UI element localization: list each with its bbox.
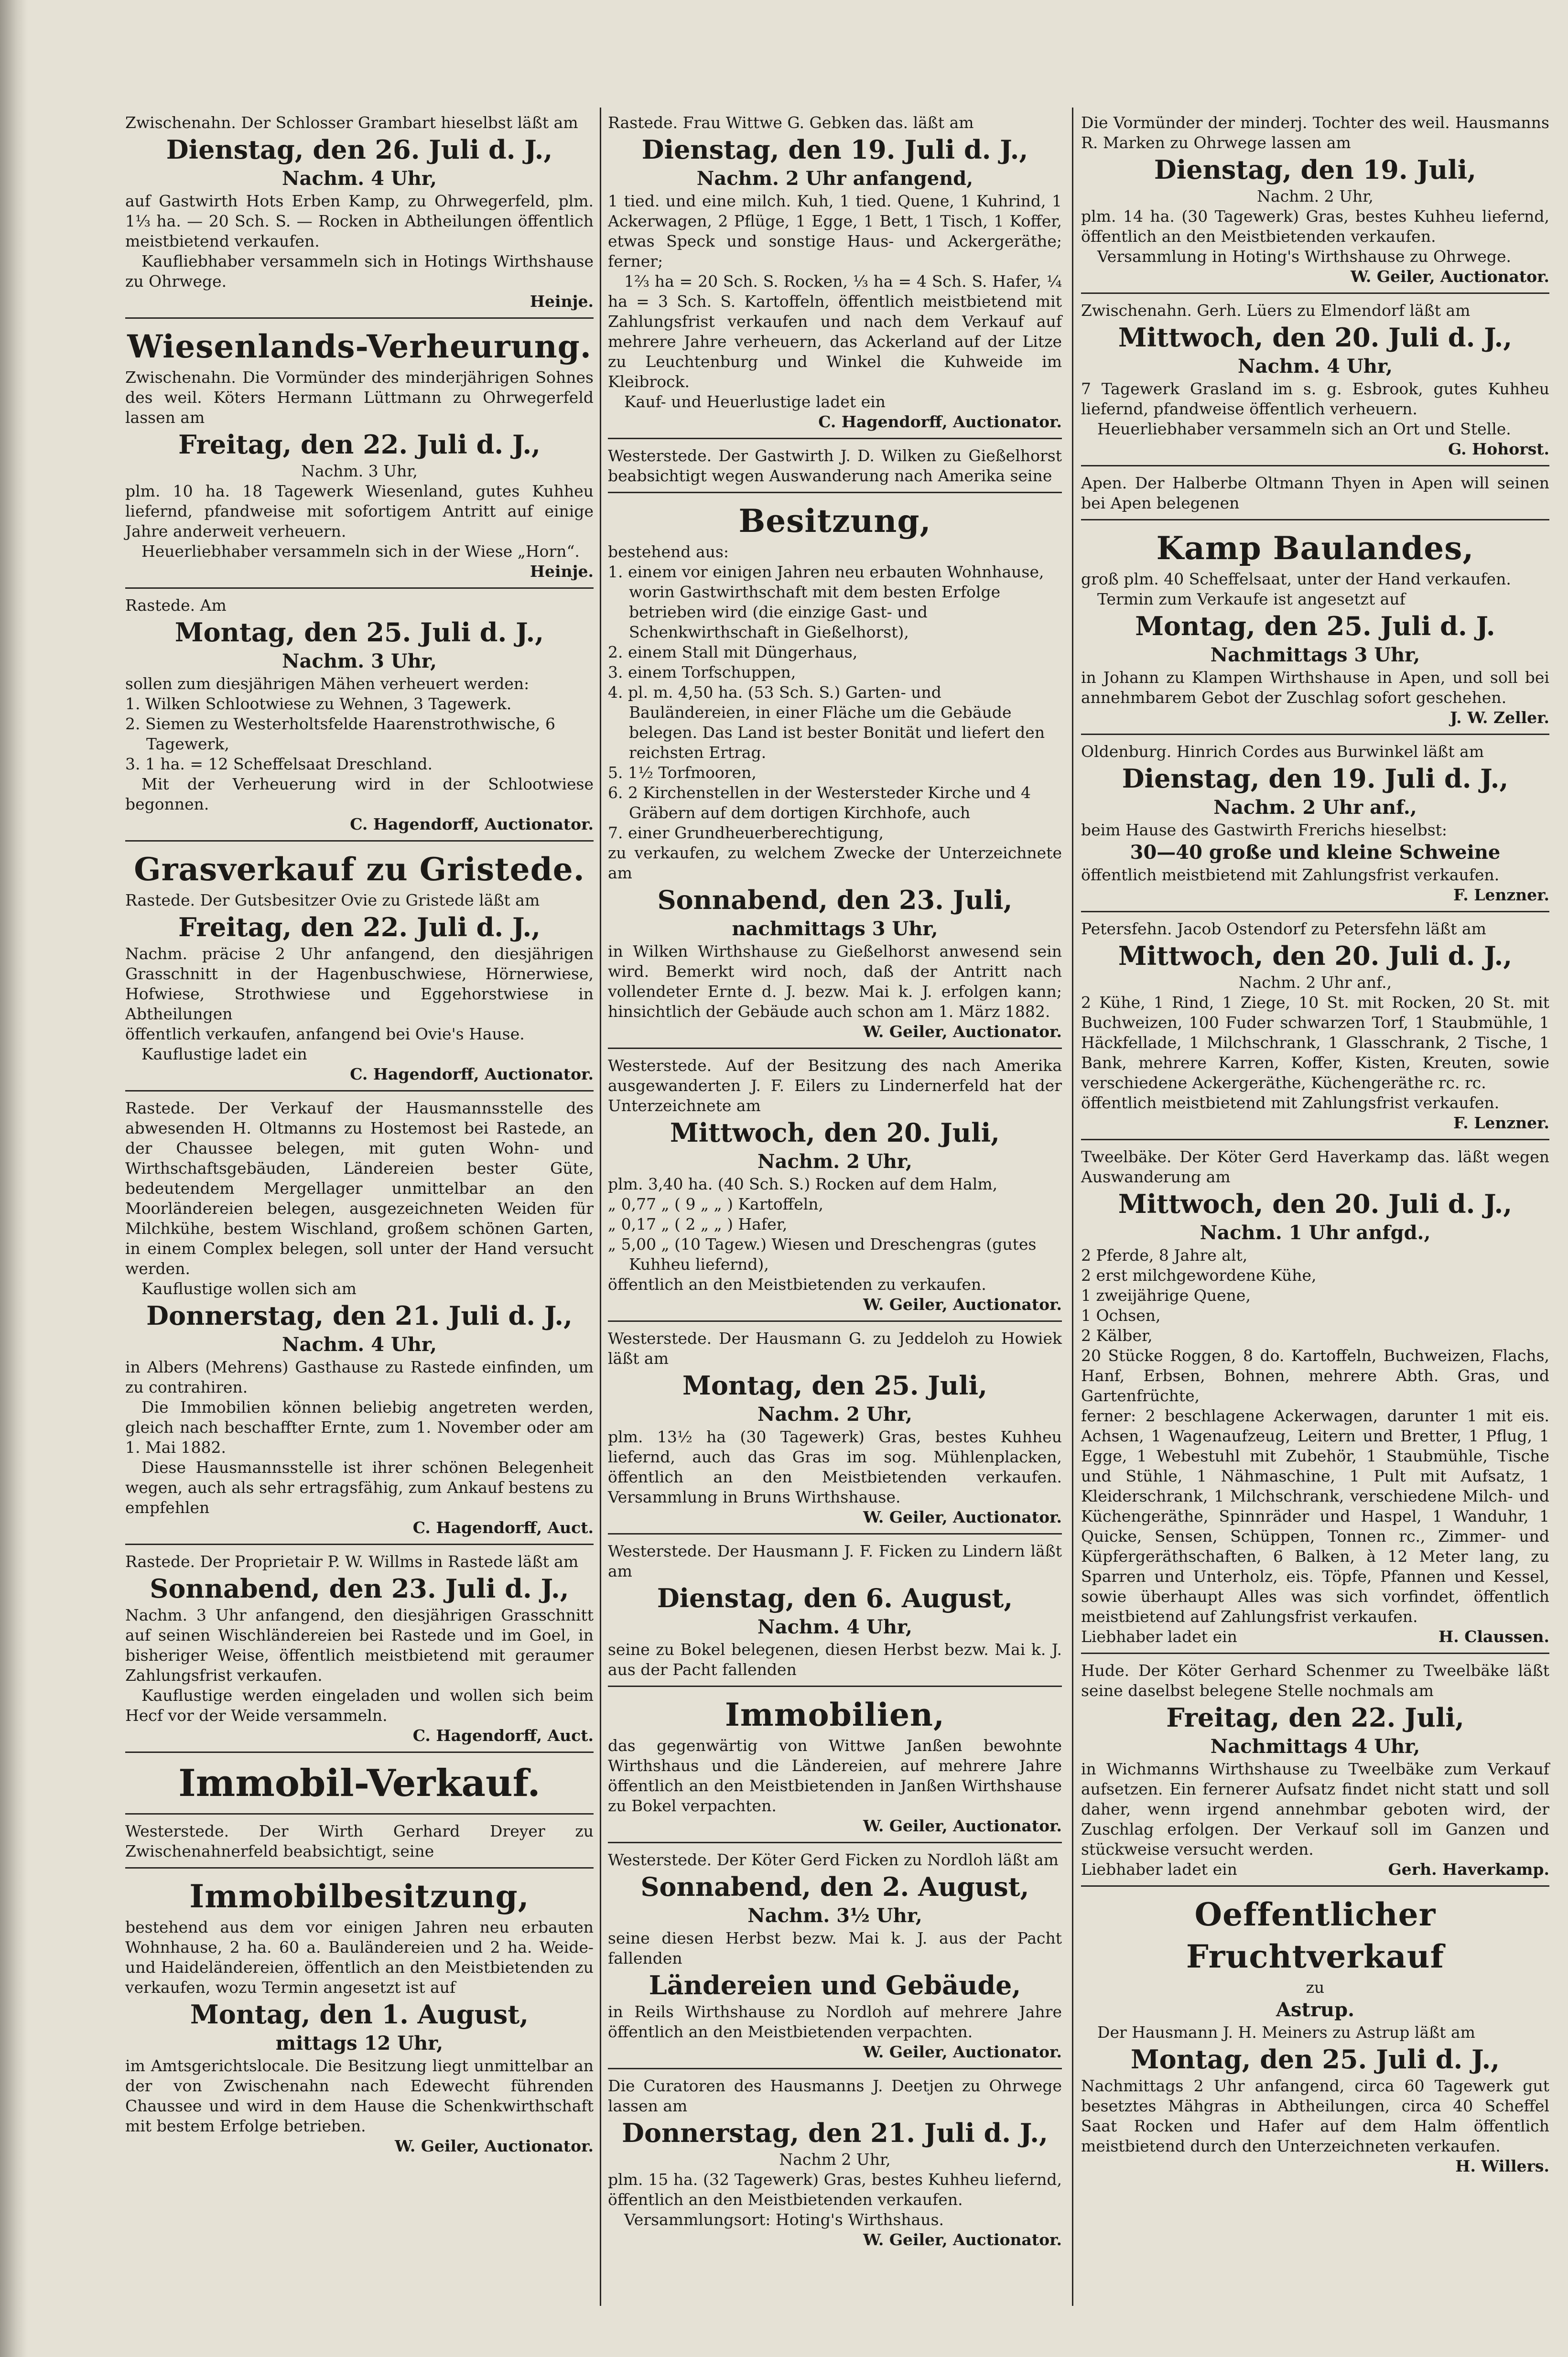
ad-paragraph: seine zu Bokel belegenen, diesen Herbst bezw. Mai k. J. aus der Pacht fallenden (608, 1640, 1062, 1679)
ad-lead-paragraph: Westerstede. Der Wirth Gerhard Dreyer zu Zwischenahnerfeld beabsichtigt, seine (125, 1822, 594, 1860)
list-item: 2 Pferde, 8 Jahre alt, (1081, 1246, 1248, 1265)
ad-paragraph: im Amtsgerichtslocale. Die Besitzung liegt unmittelbar an der von Zwischenahn nach Edewecht führenden Chaussee und wird in dem Hause die Schenkwirthschaft mit bestem Erfolge betrieben. (125, 2056, 594, 2135)
auction-time: Nachm. 1 Uhr anfgd., (1200, 1222, 1431, 1244)
auction-date: Montag, den 25. Juli d. J., (174, 617, 544, 648)
ad-paragraph: Kauf- und Heuerlustige ladet ein (624, 392, 886, 411)
advertisement (1081, 1144, 1549, 1654)
ad-headline: Besitzung, (738, 502, 931, 540)
list-item: 4. pl. m. 4,50 ha. (53 Sch. S.) Garten- und Bauländereien, in einer Fläche um die Gebäude belegen. Das Land ist bester Bonität und liefert den reichsten Ertrag. (608, 683, 1045, 762)
signature-name: W. Geiler, Auctionator. (394, 2137, 594, 2155)
auction-time: Nachm. 4 Uhr, (757, 1616, 912, 1638)
list-item: 7. einer Grundheuerberechtigung, (608, 823, 884, 842)
ad-paragraph: Nachm. 3 Uhr anfangend, den diesjährigen Grasschnitt auf seinen Wischländereien bei Rastede und im Goel, in bisheriger Weise, öffentlich meistbietend mit geraumer Zahlungsfrist verkaufen. (125, 1606, 594, 1685)
ad-paragraph: öffentlich meistbietend mit Zahlungsfrist verkaufen. (1081, 1093, 1500, 1112)
advertisement (1081, 1891, 1549, 2182)
signature-name: C. Hagendorff, Auct. (412, 1726, 594, 1745)
ad-lead-paragraph: Westerstede. Der Hausmann G. zu Jeddeloh zu Howiek läßt am (608, 1329, 1062, 1368)
ad-signature (608, 2042, 1062, 2062)
advertisement (1081, 524, 1549, 735)
auction-date: Ländereien und Gebäude, (649, 1970, 1021, 2000)
ad-signature (608, 1507, 1062, 1527)
ad-paragraph: in Wichmanns Wirthshause zu Tweelbäke zum Verkauf aufsetzen. Ein fernerer Aufsatz findet nicht statt und soll daher, wenn irgend annehmbar geboten wird, der Zuschlag erfolgen. Der Verkauf soll im Ganzen und stückweise versucht werden. (1081, 1760, 1549, 1859)
ad-lead-paragraph: Westerstede. Auf der Besitzung des nach Amerika ausgewanderten J. F. Eilers zu Lindernerfeld hat der Unterzeichnete am (608, 1056, 1062, 1115)
auction-date: Dienstag, den 19. Juli, (1154, 154, 1477, 185)
ad-headline: Immobilbesitzung, (189, 1878, 530, 1915)
ad-signature (608, 1295, 1062, 1315)
ad-paragraph: in Wilken Wirthshause zu Gießelhorst anwesend sein wird. Bemerkt wird noch, daß der Antritt nach vollendeter Ernte d. J. bezw. Mai k. J. erfolgen kann; hinsichtlich der Gebäude auch schon am 1. März 1882. (608, 942, 1062, 1021)
advertisement (125, 1095, 594, 1545)
advertisement (125, 1818, 594, 1869)
ad-lead-paragraph: Rastede. Der Proprietair P. W. Willms in Rastede läßt am (125, 1552, 579, 1571)
signature-name: W. Geiler, Auctionator. (1350, 267, 1549, 286)
ad-signature (1081, 708, 1549, 728)
auction-date: Montag, den 25. Juli d. J. (1135, 611, 1495, 641)
ad-signature (125, 1726, 594, 1746)
ad-paragraph: Kauflustige werden eingeladen und wollen sich beim Hecf vor der Weide versammeln. (125, 1686, 594, 1725)
ad-paragraph: bestehend aus dem vor einigen Jahren neu erbauten Wohnhause, 2 ha. 60 a. Bauländereien und 2 ha. Weide- und Haideländereien, öffentlich an den Meistbietenden zu verkaufen, wozu Termin angesetzt ist auf (125, 1918, 594, 1997)
signature-name: Heinje. (530, 562, 594, 581)
list-item: 1. Wilken Schlootwiese zu Wehnen, 3 Tagewerk. (125, 694, 512, 713)
advertisement (608, 1538, 1062, 1687)
ad-paragraph: Mit der Verheuerung wird in der Schlootwiese begonnen. (125, 775, 594, 813)
signature-name: W. Geiler, Auctionator. (863, 1295, 1062, 1314)
ad-headline: Kamp Baulandes, (1156, 530, 1474, 567)
ad-signature (608, 2230, 1062, 2250)
auction-time: nachmittags 3 Uhr, (732, 918, 938, 940)
advertisement (1081, 470, 1549, 520)
list-item: 3. einem Torfschuppen, (608, 663, 796, 681)
column-right (1081, 110, 1549, 2186)
list-item: 6. 2 Kirchenstellen in der Westersteder Kirche und 4 Gräbern auf dem dortigen Kirchhofe, auch (608, 783, 1031, 822)
ad-paragraph: plm. 14 ha. (30 Tagewerk) Gras, bestes Kuhheu liefernd, öffentlich an den Meistbietenden verkaufen. (1081, 207, 1549, 246)
ad-paragraph: auf Gastwirth Hots Erben Kamp, zu Ohrwegerfeld, plm. 1⅓ ha. — 20 Sch. S. — Rocken in Abtheilungen öffentlich meistbietend verkaufen. (125, 192, 594, 250)
ad-paragraph: sollen zum diesjährigen Mähen verheuert werden: (125, 674, 530, 693)
column-middle (608, 110, 1062, 2260)
ad-paragraph: plm. 15 ha. (32 Tagewerk) Gras, bestes Kuhheu liefernd, öffentlich an den Meistbietenden verkaufen. (608, 2170, 1062, 2209)
advertisement (1081, 916, 1549, 1140)
signature-name: F. Lenzner. (1453, 1114, 1549, 1132)
auction-date: Mittwoch, den 20. Juli, (670, 1117, 1000, 1148)
signature-name: H. Claussen. (1438, 1627, 1549, 1646)
ad-signature (1081, 1113, 1549, 1133)
list-item: 1 Ochsen, (1081, 1306, 1161, 1325)
auction-time: Astrup. (1276, 1999, 1355, 2021)
advertisement (608, 1847, 1062, 2069)
list-item: „ 5,00 „ (10 Tagew.) Wiesen und Dreschengras (gutes Kuhheu liefernd), (608, 1235, 1037, 1274)
ad-paragraph: Kauflustige wollen sich am (141, 1279, 357, 1298)
signature-name: W. Geiler, Auctionator. (863, 1022, 1062, 1041)
auction-date: Freitag, den 22. Juli d. J., (178, 912, 541, 942)
ad-paragraph: Die Immobilien können beliebig angetreten werden, gleich nach beschaffter Ernte, zum 1. November oder am 1. Mai 1882. (125, 1398, 594, 1457)
ad-paragraph: Heuerliebhaber versammeln sich an Ort und Stelle. (1097, 420, 1511, 438)
auction-time: Nachmittags 4 Uhr, (1210, 1735, 1420, 1758)
ad-lead-paragraph: Rastede. Der Verkauf der Hausmannsstelle des abwesenden H. Oltmanns zu Hostemost bei Rastede, an der Chaussee belegen, mit guten Wohn- und Wirthschaftsgebäuden, Ländereien bester Güte, bedeutendem Mergellager unmittelbar an den Moorländereien belegen, ausgezeichneten Weiden für Milchkühe, bestem Wischland, großem schönen Garten, in einem Complex belegen, soll unter der Hand versucht werden. (125, 1099, 594, 1278)
ad-signature (125, 1064, 594, 1084)
ad-paragraph: in Reils Wirthshause zu Nordloh auf mehrere Jahre öffentlich an den Meistbietenden verpachten. (608, 2002, 1062, 2041)
signature-note: Liebhaber ladet ein (1081, 1860, 1237, 1879)
ad-lead-paragraph: Apen. Der Halberbe Oltmann Thyen in Apen will seinen bei Apen belegenen (1081, 474, 1549, 512)
advertisement (125, 323, 594, 589)
ad-lead-paragraph: Rastede. Am (125, 596, 227, 615)
ad-paragraph: Versammlung in Hoting's Wirthshause zu Ohrwege. (1097, 247, 1511, 266)
item-list (1081, 1245, 1549, 1346)
ad-paragraph: plm. 13½ ha (30 Tagewerk) Gras, bestes Kuhheu liefernd, auch das Gras im sog. Mühlenplacken, öffentlich an den Meistbietenden verkaufen. Versammlung in Bruns Wirthshause. (608, 1427, 1062, 1506)
advertisement (1081, 739, 1549, 912)
advertisement (125, 1757, 594, 1815)
auction-date: Montag, den 1. August, (190, 1999, 529, 2030)
advertisement (608, 497, 1062, 1049)
ad-lead-paragraph: Rastede. Frau Wittwe G. Gebken das. läßt am (608, 113, 974, 132)
ad-signature (608, 1816, 1062, 1836)
ad-paragraph: Nachm. präcise 2 Uhr anfangend, den diesjährigen Grasschnitt in der Hagenbuschwiese, Hörnerwiese, Hofwiese, Strothwiese und Eggehorstwiese in Abtheilungen (125, 944, 594, 1023)
auction-time: Nachm. 2 Uhr anfangend, (696, 167, 973, 190)
ad-paragraph: in Johann zu Klampen Wirthshause in Apen, und soll bei annehmbarem Gebot der Zuschlag sofort geschehen. (1081, 668, 1549, 707)
ad-paragraph: plm. 10 ha. 18 Tagewerk Wiesenland, gutes Kuhheu liefernd, pfandweise mit sofortigem Antritt auf einige Jahre anderweit verheuern. (125, 482, 594, 541)
advertisement (1081, 110, 1549, 294)
ad-paragraph: in Albers (Mehrens) Gasthause zu Rastede einfinden, um zu contrahiren. (125, 1358, 594, 1396)
auction-date: Mittwoch, den 20. Juli d. J., (1118, 322, 1513, 353)
ad-paragraph: öffentlich verkaufen, anfangend bei Ovie's Hause. (125, 1025, 525, 1043)
list-item: 5. 1½ Torfmooren, (608, 763, 757, 782)
ad-lead-paragraph: Zwischenahn. Der Schlosser Grambart hieselbst läßt am (125, 113, 578, 132)
auction-time: Nachm. 4 Uhr, (282, 167, 437, 190)
auction-time: mittags 12 Uhr, (275, 2032, 443, 2054)
ad-signature (125, 814, 594, 834)
ad-lead-paragraph: Petersfehn. Jacob Ostendorf zu Petersfehn läßt am (1081, 919, 1486, 938)
centered-line: Nachm. 3 Uhr, (301, 462, 418, 480)
signature-name: C. Hagendorff, Auctionator. (350, 1065, 594, 1083)
ad-headline: Immobil-Verkauf. (178, 1762, 541, 1805)
ad-signature (1081, 1860, 1549, 1880)
advertisement (1081, 298, 1549, 466)
auction-date: Freitag, den 22. Juli, (1166, 1702, 1464, 1733)
advertisement (608, 1053, 1062, 1322)
ad-paragraph: Kauflustige ladet ein (141, 1045, 307, 1063)
column-left (125, 110, 594, 2166)
item-list (608, 1174, 1062, 1275)
signature-name: J. W. Zeller. (1450, 708, 1549, 727)
ad-paragraph: Kaufliebhaber versammeln sich in Hotings Wirthshause zu Ohrwege. (125, 252, 594, 291)
list-item: plm. 3,40 ha. (40 Sch. S.) Rocken auf dem Halm, (608, 1175, 998, 1193)
ad-lead-paragraph: Zwischenahn. Die Vormünder des minderjährigen Sohnes des weil. Köters Hermann Lüttmann zu Ohrwegerfeld lassen am (125, 368, 594, 427)
ad-paragraph: Nachmittags 2 Uhr anfangend, circa 60 Tagewerk gut besetztes Mähgras in Abtheilungen, circa 40 Scheffel Saat Rocken und Hafer auf dem Halm öffentlich meistbietend durch den Unterzeichneten verkaufen. (1081, 2076, 1549, 2155)
ad-headline: Grasverkauf zu Gristede. (134, 851, 585, 888)
advertisement (1081, 1658, 1549, 1887)
ad-paragraph: Diese Hausmannsstelle ist ihrer schönen Belegenheit wegen, auch als sehr ertragsfähig, zum Ankauf bestens zu empfehlen (125, 1458, 594, 1517)
signature-note: Liebhaber ladet ein (1081, 1627, 1237, 1646)
auction-time: Nachm. 4 Uhr, (282, 1333, 437, 1356)
ad-paragraph: Termin zum Verkaufe ist angesetzt auf (1097, 590, 1406, 608)
auction-date: Montag, den 25. Juli, (682, 1370, 987, 1401)
auction-date: Sonnabend, den 23. Juli, (657, 885, 1013, 915)
centered-line: Nachm. 2 Uhr anf., (1238, 973, 1392, 992)
ad-paragraph: beim Hause des Gastwirth Frerichs hieselbst: (1081, 821, 1448, 839)
signature-name: C. Hagendorff, Auctionator. (818, 412, 1062, 431)
ad-paragraph: seine diesen Herbst bezw. Mai k. J. aus der Pacht fallenden (608, 1929, 1062, 1968)
ad-paragraph: 1 tied. und eine milch. Kuh, 1 tied. Quene, 1 Kuhrind, 1 Ackerwagen, 2 Pflüge, 1 Egge, 1 Bett, 1 Tisch, 1 Koffer, etwas Speck und sonstige Haus- und Ackergeräthe; ferner; (608, 192, 1062, 270)
list-item: 3. 1 ha. = 12 Scheffelsaat Dreschland. (125, 755, 433, 773)
auction-date: Donnerstag, den 21. Juli d. J., (146, 1300, 573, 1331)
advertisement (608, 1326, 1062, 1535)
advertisement (608, 110, 1062, 439)
ad-paragraph: Der Hausmann J. H. Meiners zu Astrup läßt am (1097, 2023, 1475, 2042)
list-item: 2 Kälber, (1081, 1326, 1153, 1345)
ad-signature (608, 1022, 1062, 1042)
signature-name: C. Hagendorff, Auct. (412, 1518, 594, 1537)
auction-time: Nachm. 2 Uhr, (757, 1150, 912, 1173)
ad-headline: Oeffentlicher Fruchtverkauf (1186, 1896, 1445, 1975)
advertisement (608, 1691, 1062, 1843)
auction-date: Montag, den 25. Juli d. J., (1130, 2044, 1500, 2075)
item-list (125, 694, 594, 774)
auction-time: Nachm. 3 Uhr, (282, 650, 437, 672)
page-binding-edge (0, 0, 28, 2357)
centered-line: Nachm 2 Uhr, (779, 2150, 891, 2169)
list-item: 2. Siemen zu Westerholtsfelde Haarenstrothwische, 6 Tagewerk, (125, 714, 555, 753)
ad-paragraph: Heuerliebhaber versammeln sich in der Wiese „Horn“. (141, 542, 580, 561)
list-item: 1 zweijährige Quene, (1081, 1286, 1251, 1305)
ad-paragraph: 20 Stücke Roggen, 8 do. Kartoffeln, Buchweizen, Flachs, Hanf, Erbsen, Bohnen, mehrere Abth. Gras, und Gartenfrüchte, (1081, 1346, 1549, 1405)
auction-date: Dienstag, den 19. Juli d. J., (641, 134, 1028, 165)
ad-lead-paragraph: Westerstede. Der Köter Gerd Ficken zu Nordloh läßt am (608, 1850, 1059, 1869)
auction-time: Nachm. 2 Uhr, (757, 1403, 912, 1426)
ad-paragraph: 2 Kühe, 1 Rind, 1 Ziege, 10 St. mit Rocken, 20 St. mit Buchweizen, 100 Fuder schwarzen Torf, 1 Staubmühle, 1 Häckfellade, 1 Milchschrank, 1 Glasschrank, 2 Tische, 1 Bank, mehrere Karren, Koffer, Kisten, Kreuten, sowie verschiedene Ackergeräthe, Küchengeräthe rc. rc. (1081, 993, 1549, 1092)
list-item: 2. einem Stall mit Düngerhaus, (608, 643, 858, 661)
column-rule (1072, 108, 1073, 2306)
ad-signature (125, 292, 594, 312)
advertisement (125, 1549, 594, 1753)
auction-date: Sonnabend, den 2. August, (640, 1871, 1029, 1902)
ad-lead-paragraph: Rastede. Der Gutsbesitzer Ovie zu Gristede läßt am (125, 891, 540, 909)
ad-paragraph: groß plm. 40 Scheffelsaat, unter der Hand verkaufen. (1081, 570, 1511, 588)
ad-signature (125, 2136, 594, 2156)
ad-signature (125, 562, 594, 582)
signature-name: W. Geiler, Auctionator. (863, 1508, 1062, 1526)
ad-paragraph: 7 Tagewerk Grasland im s. g. Esbrook, gutes Kuhheu liefernd, pfandweise öffentlich verheuern. (1081, 379, 1549, 418)
advertisement (125, 593, 594, 842)
ad-signature (1081, 1627, 1549, 1647)
centered-line: zu (1306, 1978, 1325, 1997)
ad-lead-paragraph: Zwischenahn. Gerh. Lüers zu Elmendorf läßt am (1081, 301, 1471, 320)
ad-lead-paragraph: Hude. Der Köter Gerhard Schenmer zu Tweelbäke läßt seine daselbst belegene Stelle nochmals am (1081, 1661, 1549, 1700)
ad-paragraph: bestehend aus: (608, 542, 729, 561)
ad-signature (1081, 267, 1549, 287)
ad-lead-paragraph: Tweelbäke. Der Köter Gerd Haverkamp das. läßt wegen Auswanderung am (1081, 1147, 1549, 1186)
auction-date: Mittwoch, den 20. Juli d. J., (1118, 1189, 1513, 1219)
advertisement (125, 845, 594, 1092)
list-item: „ 0,77 „ ( 9 „ „ ) Kartoffeln, (608, 1195, 824, 1213)
signature-name: W. Geiler, Auctionator. (863, 1816, 1062, 1835)
ad-paragraph: ferner: 2 beschlagene Ackerwagen, darunter 1 mit eis. Achsen, 1 Wagenaufzeug, Leitern und Bretter, 1 Pflug, 1 Egge, 1 Webestuhl mit Zubehör, 1 Staubmühle, Tische und Stühle, 1 Nähmaschine, 1 Pult mit Aufsatz, 1 Kleiderschrank, 1 Milchschrank, verschiedene Milch- und Küchengeräthe, Spinnräder und Haspel, 1 Wanduhr, 1 Quicke, Sensen, Schüppen, Tonnen rc., Zimmer- und Küpfergeräthschaften, 6 Balken, à 12 Meter lang, zu Sparren und Unterholz, eis. Töpfe, Pfannen und Kessel, sowie überhaupt Alles was sich vorfindet, öffentlich meistbietend auf Zahlungsfrist verkaufen. (1081, 1406, 1549, 1626)
signature-name: G. Hohorst. (1448, 440, 1549, 458)
item-list (608, 562, 1062, 843)
advertisement (125, 110, 594, 319)
signature-name: C. Hagendorff, Auctionator. (350, 815, 594, 833)
column-rule (600, 108, 601, 2306)
auction-date: Donnerstag, den 21. Juli d. J., (622, 2118, 1048, 2148)
centered-line: Nachm. 2 Uhr, (1257, 187, 1373, 205)
ad-lead-paragraph: Westerstede. Der Gastwirth J. D. Wilken zu Gießelhorst beabsichtigt wegen Auswanderung nach Amerika seine (608, 446, 1062, 485)
ad-signature (608, 412, 1062, 432)
ad-paragraph: öffentlich meistbietend mit Zahlungsfrist verkaufen. (1081, 865, 1500, 884)
ad-lead-paragraph: Oldenburg. Hinrich Cordes aus Burwinkel läßt am (1081, 742, 1484, 761)
ad-headline: Immobilien, (725, 1696, 945, 1733)
ad-signature (1081, 885, 1549, 905)
ad-paragraph: öffentlich an den Meistbietenden zu verkaufen. (608, 1275, 986, 1294)
auction-date: Dienstag, den 26. Juli d. J., (166, 134, 553, 165)
auction-date: Sonnabend, den 23. Juli d. J., (150, 1573, 569, 1604)
auction-time: Nachmittags 3 Uhr, (1210, 644, 1420, 666)
ad-paragraph: das gegenwärtig von Wittwe Janßen bewohnte Wirthshaus und die Ländereien, auf mehrere Jahre öffentlich an den Meistbietenden in Janßen Wirthshause zu Bokel verpachten. (608, 1736, 1062, 1815)
list-item: „ 0,17 „ ( 2 „ „ ) Hafer, (608, 1215, 788, 1233)
signature-name: Heinje. (530, 292, 594, 311)
auction-time: Nachm. 4 Uhr, (1238, 355, 1393, 378)
auction-time: 30—40 große und kleine Schweine (1130, 841, 1501, 864)
ad-lead-paragraph: Die Vormünder der minderj. Tochter des weil. Hausmanns R. Marken zu Ohrwege lassen am (1081, 113, 1549, 152)
ad-signature (1081, 2156, 1549, 2176)
advertisement (125, 1872, 594, 2162)
ad-signature (125, 1518, 594, 1538)
ad-paragraph: zu verkaufen, zu welchem Zwecke der Unterzeichnete am (608, 843, 1062, 882)
ad-headline: Wiesenlands-Verheurung. (127, 328, 592, 365)
signature-name: H. Willers. (1455, 2157, 1549, 2175)
list-item: 2 erst milchgewordene Kühe, (1081, 1266, 1317, 1285)
auction-date: Mittwoch, den 20. Juli d. J., (1118, 941, 1513, 971)
auction-date: Dienstag, den 19. Juli d. J., (1122, 763, 1509, 794)
auction-time: Nachm. 2 Uhr anf., (1213, 796, 1417, 819)
ad-signature (1081, 439, 1549, 459)
ad-paragraph: 1⅔ ha = 20 Sch. S. Rocken, ⅓ ha = 4 Sch. S. Hafer, ¼ ha = 3 Sch. S. Kartoffeln, öffentlich meistbietend mit Zahlungsfrist verkaufen und nach dem Verkauf auf mehrere Jahre verheuern, das Ackerland auf der Litze zu Leuchtenburg und Winkel die Kuhweide im Kleibrock. (608, 272, 1062, 391)
auction-date: Dienstag, den 6. August, (657, 1583, 1013, 1613)
ad-lead-paragraph: Westerstede. Der Hausmann J. F. Ficken zu Lindern läßt am (608, 1542, 1062, 1580)
auction-time: Nachm. 3½ Uhr, (747, 1904, 922, 1927)
signature-name: Gerh. Haverkamp. (1388, 1860, 1549, 1879)
auction-date: Freitag, den 22. Juli d. J., (178, 429, 541, 460)
signature-name: W. Geiler, Auctionator. (863, 2230, 1062, 2249)
signature-name: W. Geiler, Auctionator. (863, 2043, 1062, 2061)
ad-lead-paragraph: Die Curatoren des Hausmanns J. Deetjen zu Ohrwege lassen am (608, 2076, 1062, 2115)
advertisement (608, 443, 1062, 493)
list-item: 1. einem vor einigen Jahren neu erbauten Wohnhause, worin Gastwirthschaft mit dem besten Erfolge betrieben wird (die einzige Gast- und Schenkwirthschaft in Gießelhorst), (608, 562, 1044, 641)
advertisement (608, 2073, 1062, 2256)
signature-name: F. Lenzner. (1453, 886, 1549, 904)
ad-paragraph: Versammlungsort: Hoting's Wirthshaus. (624, 2210, 944, 2229)
